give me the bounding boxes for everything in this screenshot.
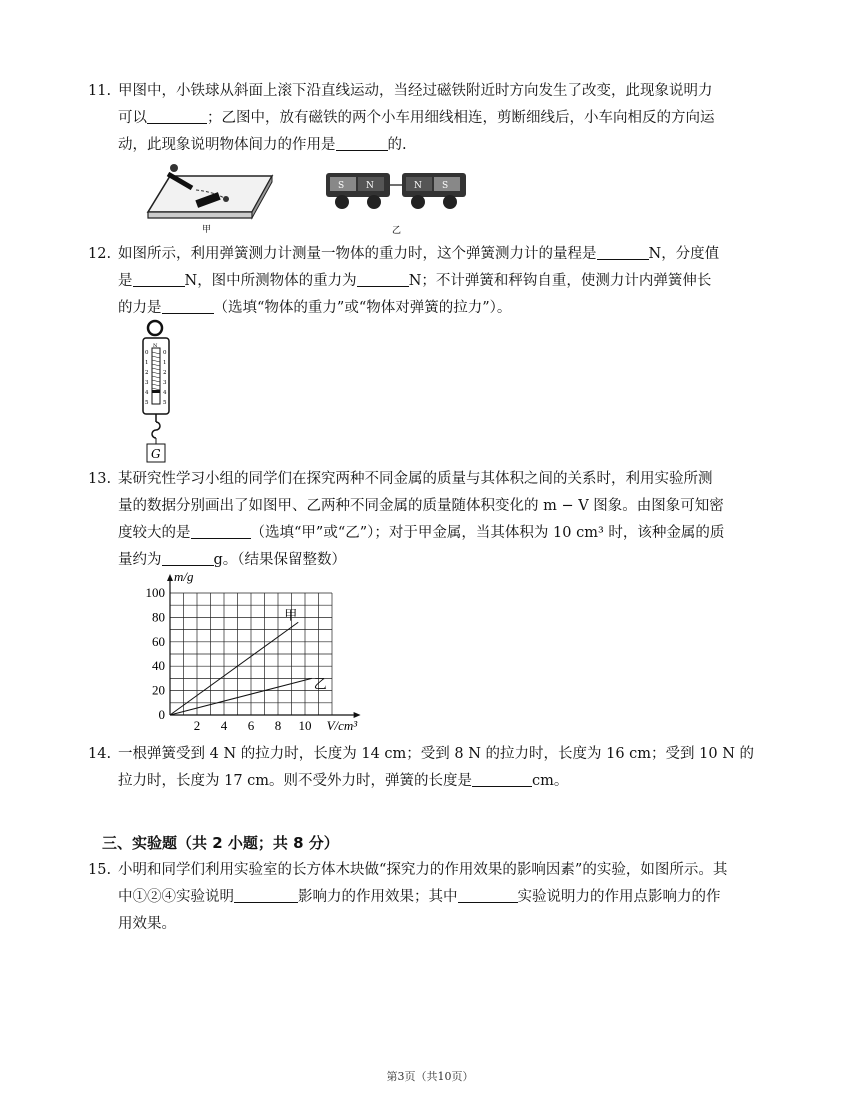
section-heading: 三、实验题（共 2 小题；共 8 分） [102, 834, 339, 852]
question-number: 13. [88, 471, 112, 487]
series-line [170, 678, 312, 715]
x-tick-label: 8 [274, 718, 282, 733]
tick-label: 3 [163, 380, 167, 386]
series-label: 乙 [313, 677, 327, 693]
chart-labels [146, 572, 359, 733]
x-tick-label: 2 [193, 718, 201, 733]
tick-label: 0 [163, 350, 167, 356]
figure-label-yi: 乙 [392, 226, 402, 235]
answer-blank[interactable] [191, 522, 251, 539]
q15-line3: 用效果。 [118, 916, 176, 932]
answer-blank[interactable] [147, 107, 207, 124]
tick-label: 3 [145, 380, 149, 386]
series-line [170, 622, 298, 715]
y-tick-label: 100 [145, 585, 165, 600]
page-footer: 第3页（共10页） [386, 1070, 474, 1083]
y-tick-label: 0 [158, 707, 165, 722]
m-v-chart [130, 572, 370, 738]
board-front [148, 212, 252, 218]
answer-blank[interactable] [597, 243, 649, 260]
board-top [148, 176, 272, 212]
question-number: 15. [88, 862, 112, 878]
q12-line1: 如图所示，利用弹簧测力计测量一物体的重力时，这个弹簧测力计的量程是 N，分度值 [118, 241, 758, 268]
q11-figure-jia [140, 160, 280, 235]
tick-label: 1 [145, 360, 149, 366]
pole-label: N [366, 181, 374, 191]
tick-label: 1 [163, 360, 167, 366]
q13-line3: 度较大的是 （选填“甲”或“乙”）；对于甲金属，当其体积为 10 cm³ 时，该种金属的质 [118, 520, 758, 547]
y-axis-arrow-icon [167, 574, 173, 581]
q11-line1: 甲图中，小铁球从斜面上滚下沿直线运动，当经过磁铁附近时方向发生了改变，此现象说明力 [118, 83, 713, 99]
question-13 [88, 466, 758, 574]
tick-label: 4 [145, 390, 149, 396]
q12-line3: 的力是 （选填“物体的重力”或“物体对弹簧的拉力”）。 [118, 295, 758, 322]
answer-blank[interactable] [234, 886, 298, 903]
y-tick-label: 40 [152, 658, 165, 674]
answer-blank[interactable] [162, 549, 214, 566]
answer-blank[interactable] [357, 270, 409, 287]
q13-line4: 量约为 g。（结果保留整数） [118, 547, 758, 574]
wheel-icon [335, 195, 349, 209]
tick-label: 2 [163, 370, 167, 376]
x-tick-label: 6 [247, 718, 255, 733]
figure-label-jia: 甲 [202, 225, 212, 235]
x-axis-label: V/cm³ [326, 718, 358, 733]
spring-scale-figure [138, 318, 178, 466]
tick-label: 2 [145, 370, 149, 376]
q14-line1: 一根弹簧受到 4 N 的拉力时，长度为 14 cm；受到 8 N 的拉力时，长度为 16 cm；受到 10 N 的 [118, 746, 755, 762]
question-14 [88, 741, 758, 795]
answer-blank[interactable] [458, 886, 518, 903]
q15-line1: 小明和同学们利用实验室的长方体木块做“探究力的作用效果的影响因素”的实验，如图所示。其 [118, 862, 728, 878]
x-tick-label: 4 [220, 718, 228, 733]
series-label: 甲 [284, 608, 298, 624]
steel-ball-icon [223, 196, 229, 202]
wheel-icon [443, 195, 457, 209]
answer-blank[interactable] [133, 270, 185, 287]
y-tick-label: 80 [152, 609, 165, 625]
answer-blank[interactable] [162, 297, 214, 314]
q15-line2: 中①②④实验说明 影响力的作用效果；其中 实验说明力的作用点影响力的作 [118, 884, 758, 911]
tick-label: 5 [145, 400, 149, 406]
q13-line1: 某研究性学习小组的同学们在探究两种不同金属的质量与其体积之间的关系时，利用实验所测 [118, 471, 713, 487]
q12-line2: 是 N，图中所测物体的重力为 N；不计弹簧和秤钩自重，使测力计内弹簧伸长 [118, 268, 758, 295]
question-number: 12. [88, 246, 112, 262]
scale-unit: N [153, 343, 158, 349]
answer-blank[interactable] [336, 134, 388, 151]
question-12 [88, 241, 758, 322]
x-tick-label: 10 [298, 718, 312, 733]
q11-line3: 动，此现象说明物体间力的作用是 的. [118, 132, 758, 159]
tick-label: 4 [163, 390, 167, 396]
chart-grid [170, 593, 332, 715]
steel-ball-icon [170, 164, 178, 172]
wheel-icon [411, 195, 425, 209]
q11-figure-yi [322, 165, 472, 235]
hook-icon [152, 422, 160, 438]
pole-label: S [338, 181, 345, 191]
wheel-icon [367, 195, 381, 209]
question-15 [88, 857, 758, 938]
q14-line2: 拉力时，长度为 17 cm。则不受外力时，弹簧的长度是 cm。 [118, 768, 758, 795]
question-number: 14. [88, 746, 112, 762]
pole-label: N [414, 181, 422, 191]
y-tick-label: 20 [152, 682, 165, 698]
q11-line2: 可以 ；乙图中，放有磁铁的两个小车用细线相连，剪断细线后，小车向相反的方向运 [118, 105, 758, 132]
q13-line2: 量的数据分别画出了如图甲、乙两种不同金属的质量随体积变化的 m − V 图象。由图象可知密 [118, 498, 724, 514]
answer-blank[interactable] [472, 770, 532, 787]
y-axis-label: m/g [174, 572, 194, 584]
pole-label: S [442, 181, 449, 191]
y-tick-label: 60 [152, 633, 165, 649]
tick-label: 5 [163, 400, 167, 406]
chart-series [170, 622, 312, 715]
question-number: 11. [88, 83, 112, 99]
question-11 [88, 78, 758, 159]
scale-ring-icon [148, 321, 162, 335]
scale-pointer [152, 390, 160, 393]
weight-label: G [151, 447, 161, 461]
tick-label: 0 [145, 350, 149, 356]
